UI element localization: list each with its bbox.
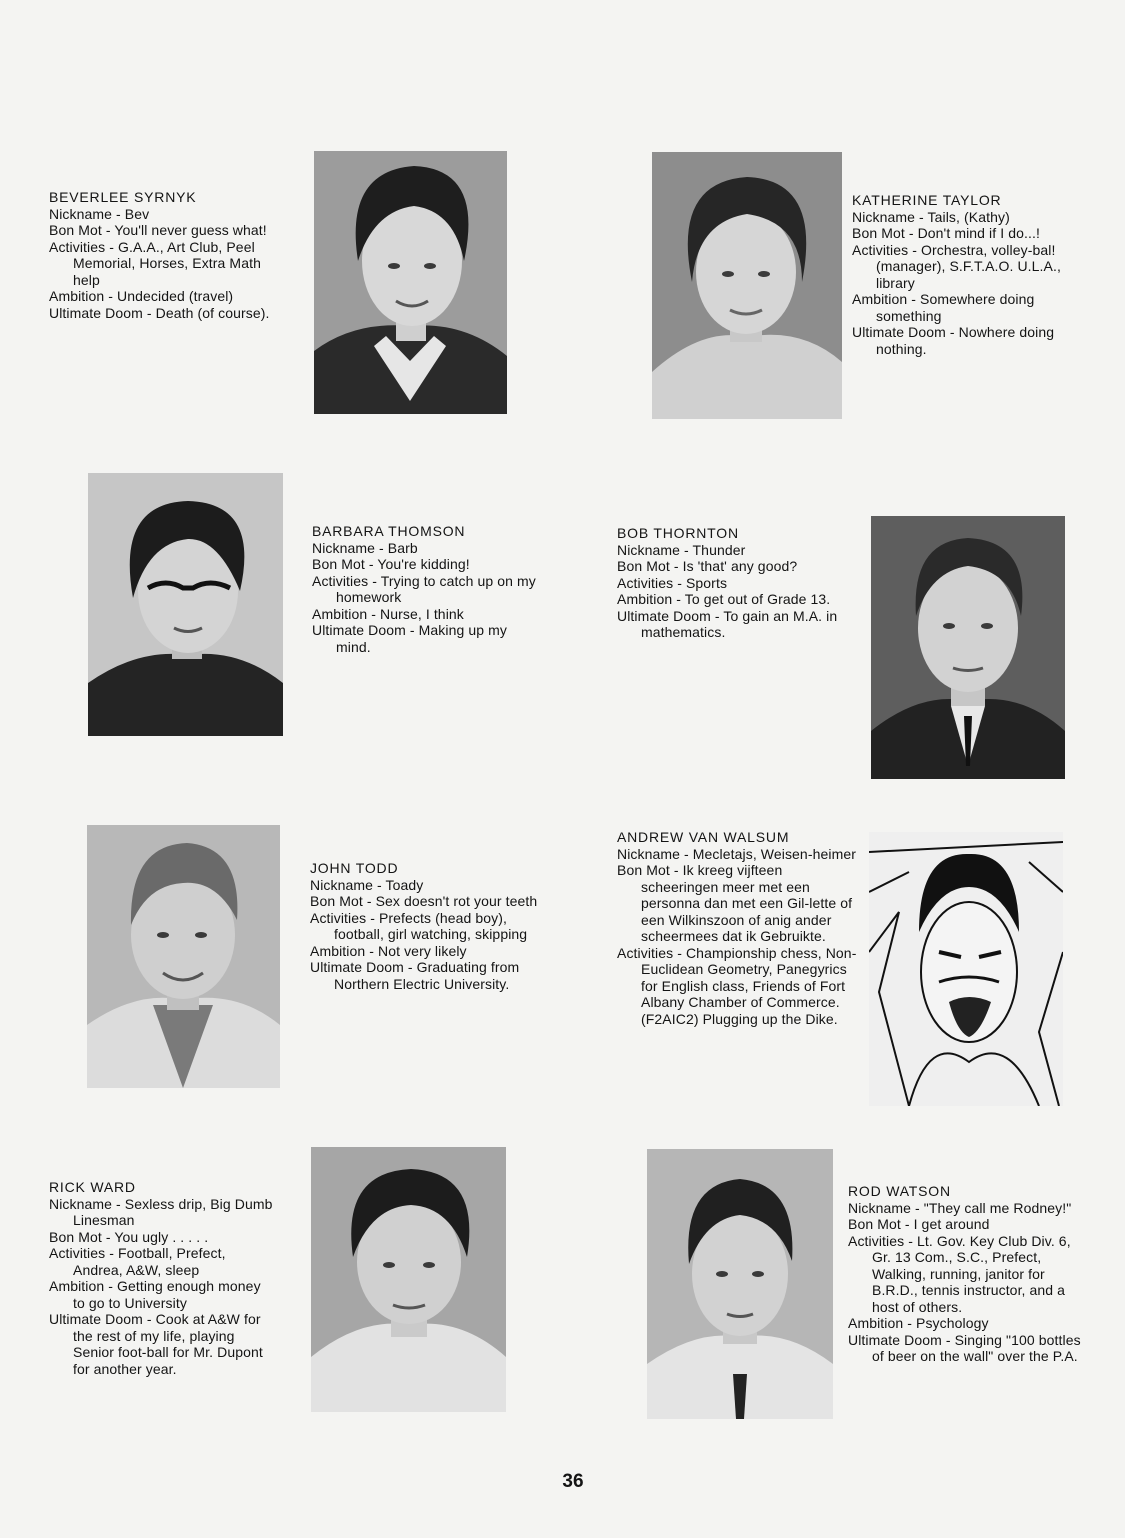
bon-mot-line: Bon Mot - Sex doesn't rot your teeth — [310, 893, 538, 909]
nickname-line: Nickname - Tails, (Kathy) — [852, 208, 1010, 225]
bon-mot-line: Bon Mot - You ugly . . . . . — [49, 1228, 209, 1245]
ambition-line: Ambition - Undecided (travel) — [49, 288, 234, 304]
nickname-line: Nickname - Mecletajs, Weisen-heimer — [617, 845, 856, 862]
ultimate-doom-line: Ultimate Doom - Nowhere doing nothing. — [852, 324, 1055, 357]
bon-mot-line: Bon Mot - I get around — [848, 1216, 990, 1232]
activities-line: Activities - G.A.A., Art Club, Peel Memorial, Horses, Extra Math help — [49, 238, 261, 288]
ultimate-doom-line: Ultimate Doom - Cook at A&W for the rest of my life, playing Senior foot-ball for Mr. Dupont for another year. — [49, 1311, 263, 1377]
activities-line: Activities - Football, Prefect, Andrea, A&W, sleep — [49, 1245, 226, 1278]
nickname-line: Nickname - Sexless drip, Big Dumb Linesman — [49, 1195, 273, 1228]
portrait-rick-ward — [311, 1147, 506, 1412]
portrait-barbara-thomson — [88, 473, 283, 736]
nickname-line: Nickname - Toady — [310, 876, 424, 893]
ambition-line: Ambition - Getting enough money to go to University — [49, 1278, 261, 1311]
activities-line: Activities - Prefects (head boy), football, girl watching, skipping — [310, 909, 528, 942]
bon-mot-line: Bon Mot - Is 'that' any good? — [617, 558, 798, 574]
entry-rod-watson — [848, 1183, 1082, 1365]
activities-line: Activities - Sports — [617, 574, 728, 591]
entry-bob-thornton — [617, 525, 843, 641]
portrait-rod-watson — [647, 1149, 833, 1419]
ambition-line: Ambition - Nurse, I think — [312, 605, 464, 622]
entry-beverlee-syrnyk — [49, 189, 277, 321]
student-name: BOB THORNTON — [617, 525, 739, 541]
student-name: ANDREW VAN WALSUM — [617, 829, 790, 845]
entry-barbara-thomson — [312, 523, 540, 655]
ultimate-doom-line: Ultimate Doom - Graduating from Northern Electric University. — [310, 959, 520, 992]
activities-line: Activities - Lt. Gov. Key Club Div. 6, Gr. 13 Com., S.C., Prefect, Walking, running, janitor for B.R.D., tennis instructor, and a host of others. — [848, 1232, 1071, 1315]
ambition-line: Ambition - Psychology — [848, 1315, 989, 1331]
portrait-beverlee-syrnyk — [314, 151, 507, 414]
ambition-line: Ambition - Not very likely — [310, 942, 467, 959]
student-name: BEVERLEE SYRNYK — [49, 189, 197, 205]
student-name: BARBARA THOMSON — [312, 523, 466, 539]
student-name: JOHN TODD — [310, 860, 399, 876]
entry-katherine-taylor — [852, 192, 1092, 357]
nickname-line: Nickname - "They call me Rodney!" — [848, 1199, 1072, 1216]
student-name: RICK WARD — [49, 1179, 136, 1195]
activities-line: Activities - Trying to catch up on my homework — [312, 572, 536, 605]
portrait-katherine-taylor — [652, 152, 842, 419]
ultimate-doom-line: Ultimate Doom - Death (of course). — [49, 304, 270, 321]
ultimate-doom-line: Ultimate Doom - To gain an M.A. in mathematics. — [617, 607, 838, 640]
entry-andrew-van-walsum — [617, 829, 857, 1027]
bon-mot-line: Bon Mot - You're kidding! — [312, 556, 470, 572]
ultimate-doom-line: Ultimate Doom - Making up my mind. — [312, 622, 507, 655]
page-number: 36 — [562, 1471, 584, 1492]
ambition-line: Ambition - To get out of Grade 13. — [617, 591, 831, 607]
ambition-line: Ambition - Somewhere doing something — [852, 291, 1035, 324]
student-name: KATHERINE TAYLOR — [852, 192, 1002, 208]
ultimate-doom-line: Ultimate Doom - Singing "100 bottles of beer on the wall" over the P.A. — [848, 1331, 1081, 1364]
nickname-line: Nickname - Barb — [312, 539, 418, 556]
entry-rick-ward — [49, 1179, 275, 1377]
bon-mot-line: Bon Mot - Ik kreeg vijfteen scheeringen meer met een personna dan met een Gil-lette of een Wilkinszoon of anig ander scheermees dat ik Gebruikte. — [617, 862, 853, 944]
entry-john-todd — [310, 860, 548, 992]
activities-line: Activities - Championship chess, Non-Euclidean Geometry, Panegyrics for English class, Friends of Fort Albany Chamber of Commerce. (F2AIC2) Plugging up the Dike. — [617, 944, 857, 1027]
portrait-john-todd — [87, 825, 280, 1088]
comic-drawing-andrew-van-walsum — [869, 832, 1063, 1106]
bon-mot-line: Bon Mot - You'll never guess what! — [49, 222, 267, 238]
portrait-bob-thornton — [871, 516, 1065, 779]
bon-mot-line: Bon Mot - Don't mind if I do...! — [852, 225, 1040, 241]
student-name: ROD WATSON — [848, 1183, 951, 1199]
activities-line: Activities - Orchestra, volley-bal! (manager), S.F.T.A.O. U.L.A., library — [852, 241, 1061, 291]
nickname-line: Nickname - Thunder — [617, 541, 746, 558]
nickname-line: Nickname - Bev — [49, 205, 150, 222]
